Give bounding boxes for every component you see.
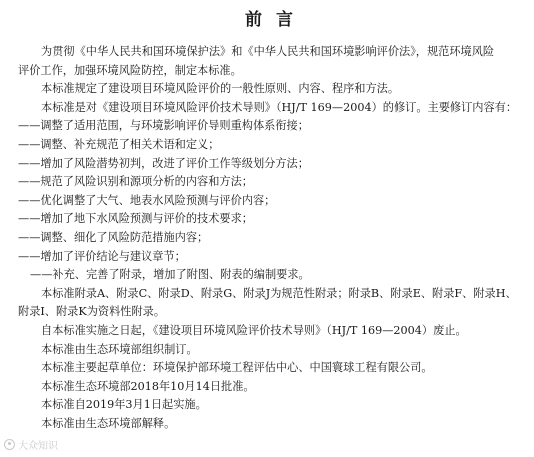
revision-item: ——调整、细化了风险防范措施内容； (18, 230, 209, 244)
drafting-units-paragraph: 本标准主要起草单位：环境保护部环境工程评估中心、中国寰球工程有限公司。 (41, 361, 433, 375)
document-title: 前言 (245, 10, 307, 30)
revision-item: ——规范了风险识别和源项分析的内容和方法； (18, 175, 253, 189)
scope-paragraph: 本标准规定了建设项目环境风险评价的一般性原则、内容、程序和方法。 (41, 82, 400, 96)
revision-item: ——补充、完善了附录，增加了附图、附表的编制要求。 (30, 268, 310, 282)
effective-date-paragraph: 本标准自2019年3月1日起实施。 (41, 398, 207, 412)
revision-item: ——增加了评价结论与建议章节； (18, 249, 186, 263)
chat-bubble-icon (4, 439, 15, 450)
appendix-paragraph-line-2: 附录I、附录K为资料性附录。 (18, 305, 166, 319)
revision-list (18, 117, 520, 284)
repeal-paragraph: 自本标准实施之日起，《建设项目环境风险评价技术导则》（HJ/T 169—2004）废止。 (41, 323, 467, 337)
revision-item: ——增加了风险潜势初判，改进了评价工作等级划分方法； (18, 156, 309, 170)
revision-item: ——优化调整了大气、地表水风险预测与评价内容； (18, 193, 276, 207)
watermark (4, 437, 58, 452)
purpose-paragraph-line-2: 评价工作，加强环境风险防控，制定本标准。 (18, 63, 242, 77)
revision-item: ——调整、补充规范了相关术语和定义； (18, 137, 220, 151)
interpretation-paragraph: 本标准由生态环境部解释。 (41, 416, 176, 430)
organizer-paragraph: 本标准由生态环境部组织制订。 (41, 342, 198, 356)
revision-item: ——增加了地下水风险预测与评价的技术要求； (18, 212, 253, 226)
revision-item: ——调整了适用范围，与环境影响评价导则重构体系衔接； (18, 119, 309, 133)
purpose-paragraph-line-1: 为贯彻《中华人民共和国环境保护法》和《中华人民共和国环境影响评价法》，规范环境风险 (41, 45, 495, 58)
watermark-text: 大众知识 (18, 441, 58, 452)
approval-date-paragraph: 本标准生态环境部2018年10月14日批准。 (41, 379, 255, 393)
revision-intro-paragraph: 本标准是对《建设项目环境风险评价技术导则》（HJ/T 169—2004）的修订。主要修订内容有： (41, 100, 518, 114)
appendix-paragraph-line-1: 本标准附录A、附录C、附录D、附录G、附录J为规范性附录；附录B、附录E、附录F、附录H、 (41, 286, 517, 300)
